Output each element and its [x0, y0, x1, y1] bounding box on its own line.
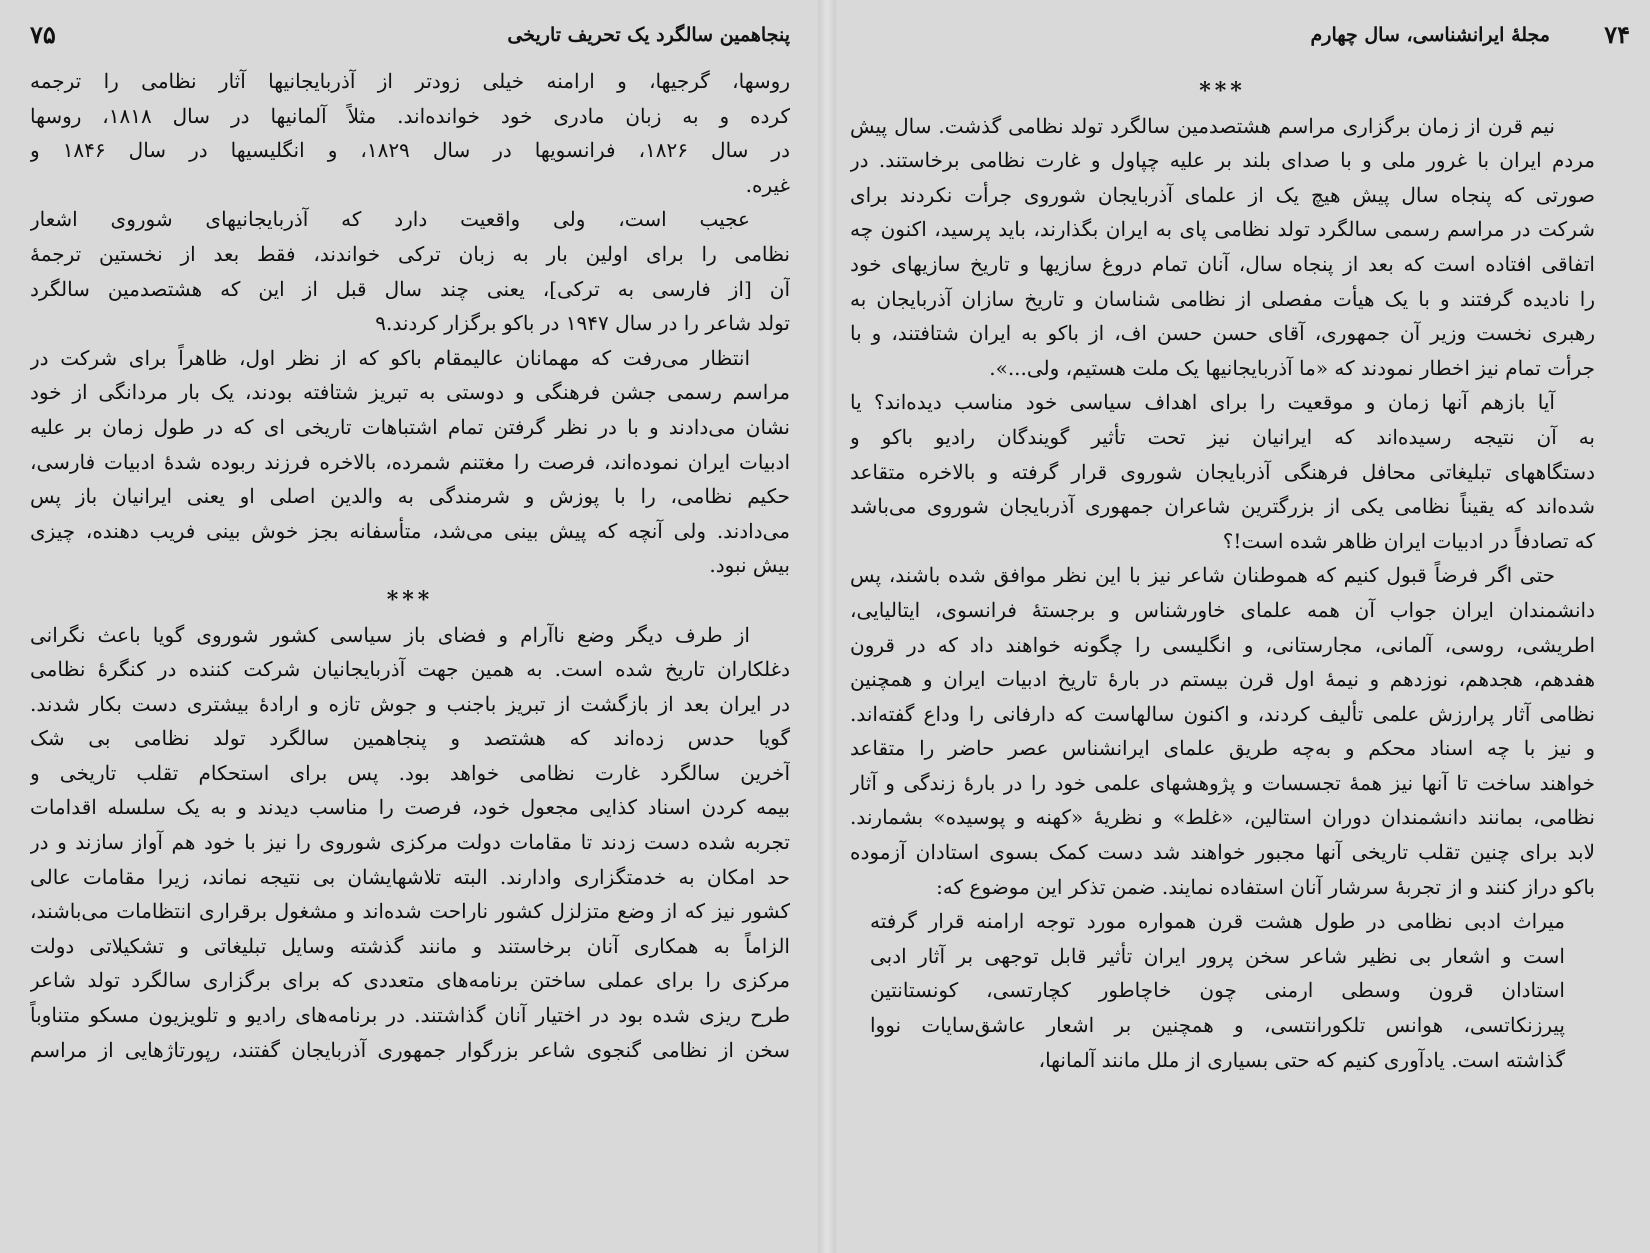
text-line: تجربه شده دست زدند تا مقامات دولت مرکزی شوروی را نیز با خود هم آواز سازند و در — [30, 830, 790, 855]
text-line: مرکزی را برای عملی ساختن برنامه‌های متعددی که برای برگزاری سالگرد تولد شاعر — [30, 968, 790, 993]
text-line: در ایران بعد از بازگشت از تبریز باجنب و جوش تازه و ارادهٔ بیشتری دست بکار شدند. — [30, 691, 790, 716]
text-line: طرح ریزی شده بود در اختیار آنان گذاشتند. در برنامه‌های رادیو و تلویزیون مسکو متناوباً — [30, 1003, 790, 1028]
text-line: نیم قرن از زمان برگزاری مراسم هشتصدمین سالگرد تولد نظامی گذشت. سال پیش — [850, 113, 1555, 138]
text-line: از طرف دیگر وضع ناآرام و فضای باز سیاسی کشور شوروی گویا باعث نگرانی — [30, 622, 750, 647]
text-line: دانشمندان ایران جواب آن همه علمای خاورشناس و برجستهٔ فرانسوی، ایتالیایی، — [850, 597, 1595, 622]
text-line: لابد برای چنین تقلب تاریخی آنها مجبور خواهند شد دست کمک بسوی استادان آزموده — [850, 840, 1595, 865]
text-line: تولد شاعر را در سال ۱۹۴۷ در باکو برگزار کردند.۹ — [375, 311, 790, 336]
text-line: آخرین سالگرد غارت نظامی خواهد بود. پس برای استحکام تقلب تاریخی و — [30, 760, 790, 785]
quote-line: میراث ادبی نظامی در طول هشت قرن همواره مورد توجه ارامنه قرار گرفته — [870, 909, 1565, 934]
text-line: اتفاقی افتاده است که بعد از پنجاه سال، آنان تمام دروغ سازیها و تاریخ سازیهای خود — [850, 251, 1595, 276]
text-line: عجیب است، ولی واقعیت دارد که آذربایجانیهای شوروی اشعار — [30, 207, 750, 232]
running-head: مجلهٔ ایرانشناسی، سال چهارم — [1310, 24, 1550, 46]
quote-line: گذاشته است. یادآوری کنیم که حتی بسیاری از ملل مانند آلمانها، — [1038, 1047, 1565, 1072]
text-line: به آن نتیجه رسیده‌اند که ایرانیان نیز تحت تأثیر گویندگان رادیو باکو و — [850, 424, 1595, 449]
text-line: دستگاههای تبلیغاتی محافل فرهنگی آذربایجان شوروی قرار گرفته و بالاخره متقاعد — [850, 459, 1595, 484]
text-line: آیا بازهم آنها زمان و موقعیت را برای اهداف سیاسی خود مناسب دیده‌اند؟ یا — [850, 390, 1555, 415]
section-separator: *** — [386, 586, 434, 613]
text-line: نظامی، بمانند دانشمندان دوران استالین، «غلط» و نظریهٔ «کهنه و پوسیده» بشمارند. — [850, 805, 1595, 830]
running-head: پنجاهمین سالگرد یک تحریف تاریخی — [507, 24, 790, 46]
text-line: رهبری نخست وزیر آن جمهوری، آقای حسن حسن اف، از باکو به ایران شتافتند، و با — [850, 321, 1595, 346]
text-line: باکو دراز کنند و از تجربهٔ سرشار آنان استفاده نمایند. ضمن تذکر این موضوع که: — [936, 874, 1595, 899]
text-line: را نادیده گرفتند و با یک هیأت مفصلی از نظامی شناسان و تاریخ سازان آذربایجان به — [850, 286, 1595, 311]
quote-line: استادان قرون وسطی ارمنی چون خاچاطور کچارتسی، کونستانتین — [870, 978, 1565, 1003]
text-line: در سال ۱۸۲۶، فرانسویها در سال ۱۸۲۹، و انگلیسیها در سال ۱۸۴۶ و — [30, 138, 790, 163]
text-line: که تصادفاً در ادبیات ایران ظاهر شده است!؟ — [1222, 528, 1595, 553]
text-line: کرده و به زبان مادری خود خوانده‌اند. مثلاً آلمانیها در سال ۱۸۱۸، روسها — [30, 103, 790, 128]
text-line: بیمه کردن اسناد کذایی مجعول خود، فرصت را مناسب دیدند و به یک سلسله اقدامات — [30, 795, 790, 820]
section-separator: *** — [1199, 78, 1246, 104]
body-text — [30, 64, 790, 1067]
quote-line: پیرزنکاتسی، هوانس تلکورانتسی، و همچنین بر اشعار عاشق‌سایات نووا — [870, 1013, 1565, 1038]
text-line: انتظار می‌رفت که مهمانان عالیمقام باکو که از نظر اول، ظاهراً برای شرکت در — [30, 345, 750, 370]
text-line: حد امکان به خدمتگزاری وادارند. البته تلاشهایشان بی نتیجه نماند، زیرا مقامات عالی — [30, 864, 790, 889]
text-line: روسها، گرجیها، و ارامنه خیلی زودتر از آذربایجانیها آثار نظامی را ترجمه — [30, 69, 790, 93]
page-number: ۷۴ — [1604, 20, 1630, 49]
text-line: کشور نیز که از وضع متزلزل کشور ناراحت شده‌اند و مشغول برقراری انتظامات می‌باشند، — [30, 899, 790, 924]
text-line: غیره. — [745, 172, 790, 197]
right-page — [835, 0, 1650, 1253]
text-line: نظامی آثار پرارزش علمی تألیف کردند، و اکنون سالهاست که دارفانی را وداع گفته‌اند. — [850, 701, 1595, 726]
text-line: شده‌اند که یقیناً نظامی یکی از بزرگترین شاعران جمهوری آذربایجان شوروی می‌باشد — [850, 494, 1595, 519]
text-line: مردم ایران با غرور ملی و با صدای بلند بر علیه چپاول و غارت نظامی برخاستند. در — [850, 148, 1595, 173]
text-line: نظامی را برای اولین بار به زبان ترکی خواندند، فقط بعد از نخستین ترجمهٔ — [30, 241, 790, 266]
text-line: می‌دادند. ولی آنچه که پیش بینی می‌شد، متأسفانه بجز خوش بینی فریب دهنده، چیزی — [30, 518, 790, 543]
text-line: بیش نبود. — [709, 553, 790, 578]
text-line: خواهند ساخت تا آنها نیز همهٔ تجسسات و پژوهشهای علمی خود را در بارهٔ زندگی و آثار — [850, 770, 1595, 795]
text-line: آن [از فارسی به ترکی]، یعنی چند سال قبل از این که هشتصدمین سالگرد — [30, 276, 790, 301]
text-line: گویا حدس زده‌اند که هشتصد و پنجاهمین سالگرد تولد نظامی بی شک — [30, 726, 790, 751]
text-line: دغلکاران تاریخ شده است. به همین جهت آذربایجانیان شرکت کننده در کنگرهٔ نظامی — [30, 657, 790, 682]
text-line: حکیم نظامی، را با پوزش و شرمندگی به والدین اصلی او یعنی ایرانیان باز پس — [30, 484, 790, 509]
text-line: شرکت در مراسم رسمی سالگرد تولد نظامی پای به ایران بگذارند، باید پرسید، اکنون چه — [850, 217, 1595, 242]
text-line: صورتی که پنجاه سال پیش هیچ یک از علمای آذربایجان شوروی جرأت نکردند برای — [850, 182, 1595, 207]
text-line: الزاماً به همکاری آنان برخاستند و مانند گذشته وسایل تبلیغاتی و تشکیلاتی دولت — [30, 933, 790, 958]
text-line: حتی اگر فرضاً قبول کنیم که هموطنان شاعر نیز با این نظر موافق شده باشند، پس — [850, 563, 1555, 588]
text-line: مراسم رسمی جشن فرهنگی و دوستی به تبریز شتافته بودند، یک بار مردانگی از خود — [30, 380, 790, 405]
text-line: جرأت تمام نیز اخطار نمودند که «ما آذربایجانیها یک ملت هستیم، ولی...». — [989, 355, 1595, 380]
text-line: ادبیات ایران نموده‌اند، فرصت را مغتنم شمرده، بالاخره فرزند ربوده شدهٔ ادبیات فارسی، — [30, 449, 790, 474]
text-line: اطریشی، روسی، آلمانی، مجارستانی، و انگلیسی را چگونه خواهند داد که در قرون — [850, 632, 1595, 657]
left-page — [0, 0, 820, 1253]
text-line: نشان می‌دادند و با در نظر گرفتن تمام اشتباهات تاریخی ای که در طول زمان بر علیه — [30, 414, 790, 439]
page-number: ۷۵ — [30, 20, 56, 49]
body-text — [850, 74, 1595, 1077]
text-line: و نیز با چه اسناد محکم و به‌چه طریق علمای ایرانشناس عصر حاضر را متقاعد — [850, 736, 1595, 761]
quote-line: است و اشعار بی نظیر شاعر سخن پرور ایران تأثیر قابل توجهی بر آثار ادبی — [870, 943, 1565, 968]
text-line: هفدهم، هجدهم، نوزدهم و نیمهٔ اول قرن بیستم در بارهٔ تاریخ ادبیات ایران و همچنین — [850, 667, 1595, 692]
book-gutter — [818, 0, 836, 1253]
text-line: سخن از نظامی گنجوی شاعر بزرگوار جمهوری آذربایجان گفتند، رپورتاژهایی از مراسم — [30, 1037, 790, 1062]
